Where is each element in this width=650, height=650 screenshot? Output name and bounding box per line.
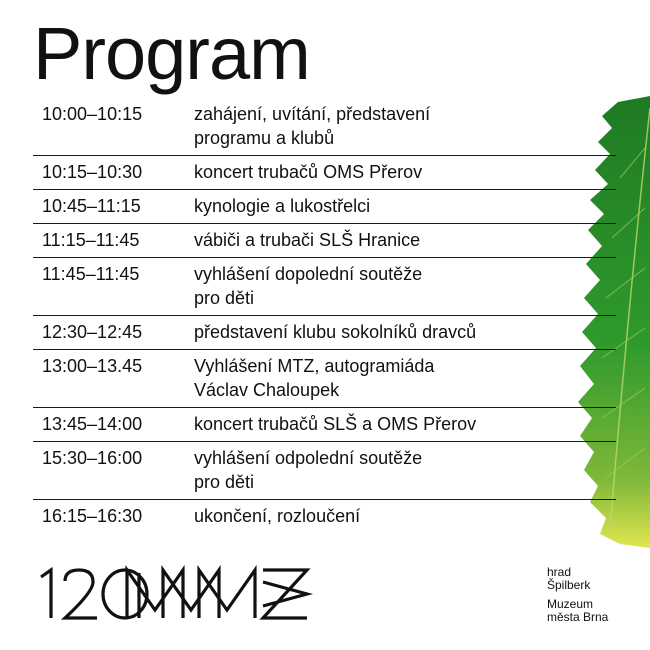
schedule-description [194,504,616,528]
schedule-row [33,316,616,350]
organizer-line-3: Muzeum [547,597,594,611]
schedule-row [33,500,616,533]
schedule-description-line: koncert trubačů OMS Přerov [194,162,423,182]
schedule-time: 11:45–11:45 [42,264,140,284]
schedule-description-line: zahájení, uvítání, představení [194,104,431,124]
organizer-line-2: Špilberk [547,578,591,592]
schedule-description-line: vyhlášení dopolední soutěže [194,264,423,284]
schedule-description-line: vyhlášení odpolední soutěže [194,448,423,468]
schedule-time: 10:15–10:30 [42,162,143,182]
schedule-description-line: koncert trubačů SLŠ a OMS Přerov [194,414,477,434]
schedule-description [194,412,616,436]
schedule-row [33,350,616,408]
schedule-row [33,442,616,500]
schedule-time: 10:00–10:15 [42,104,143,124]
schedule-time: 16:15–16:30 [42,506,143,526]
schedule-time: 13:45–14:00 [42,414,143,434]
schedule-description-line: kynologie a lukostřelci [194,196,371,216]
schedule-time: 15:30–16:00 [42,448,143,468]
schedule-description [194,262,616,310]
schedule-description-line: vábiči a trubači SLŠ Hranice [194,230,421,250]
schedule-row [33,258,616,316]
schedule-description [194,228,616,252]
schedule-description [194,194,616,218]
schedule-row [33,156,616,190]
organizer-block [547,566,608,624]
schedule-description-line: představení klubu sokolníků dravců [194,322,477,342]
schedule-description [194,446,616,494]
schedule-description-line: Vyhlášení MTZ, autogramiáda [194,356,435,376]
schedule-time: 11:15–11:45 [42,230,140,250]
schedule-row [33,224,616,258]
organizer-line-4: města Brna [547,610,609,624]
schedule-description-line: pro děti [194,288,255,308]
schedule-row [33,408,616,442]
schedule-row [33,98,616,156]
schedule-time: 10:45–11:15 [42,196,141,216]
schedule-row [33,190,616,224]
schedule-table [33,98,616,533]
organizer-line-1: hrad [547,565,572,579]
schedule-time: 13:00–13.45 [42,356,143,376]
schedule-description-line: pro děti [194,472,255,492]
page-title: Program [33,12,310,95]
120mmz-logo [35,565,315,623]
schedule-description-line: programu a klubů [194,128,335,148]
schedule-time: 12:30–12:45 [42,322,143,342]
schedule-description [194,160,616,184]
schedule-description [194,102,616,150]
schedule-description [194,354,616,402]
schedule-description [194,320,616,344]
schedule-description-line: Václav Chaloupek [194,380,340,400]
schedule-description-line: ukončení, rozloučení [194,506,361,526]
